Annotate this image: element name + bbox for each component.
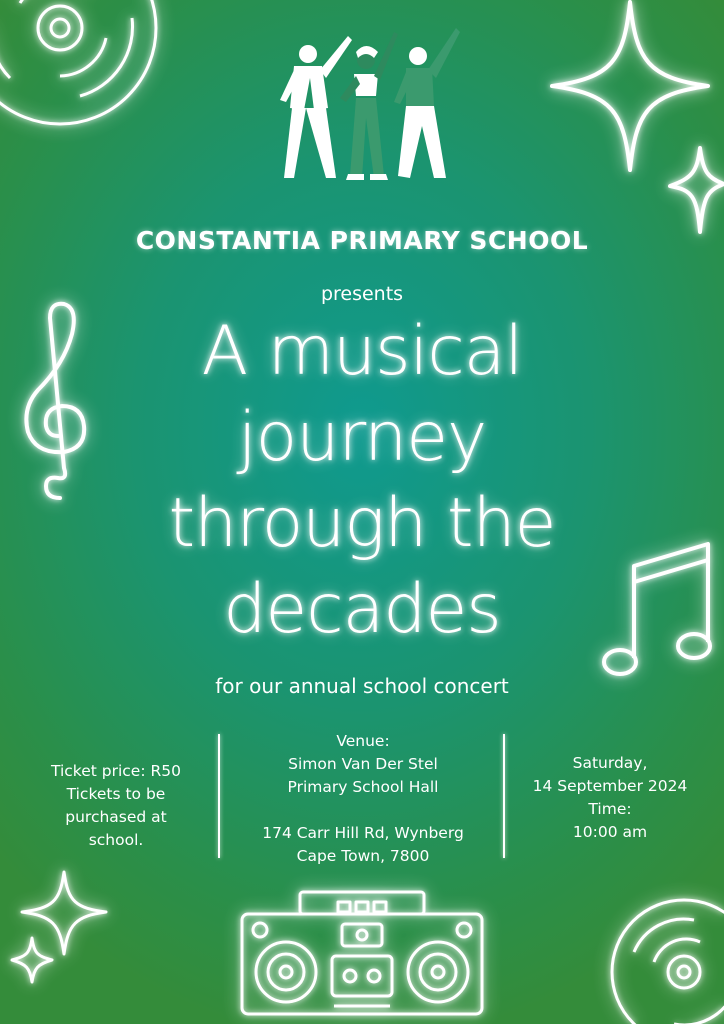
headline-line-4: decades [223, 570, 501, 649]
venue-address-line-1: 174 Carr Hill Rd, Wynberg [262, 824, 464, 842]
ticket-note-line-1: Tickets to be [66, 785, 166, 803]
sparkle-star-icon [548, 0, 724, 240]
boombox-icon [238, 888, 486, 1018]
event-day: Saturday, [572, 754, 648, 772]
venue-heading: Venue: [336, 732, 390, 750]
ticket-info [30, 760, 202, 852]
event-date: 14 September 2024 [532, 777, 688, 795]
headline-line-2: journey [237, 398, 487, 477]
school-name: CONSTANTIA PRIMARY SCHOOL [135, 226, 589, 255]
vinyl-record-icon [0, 0, 180, 150]
venue-name-line-1: Simon Van Der Stel [288, 755, 438, 773]
sparkle-star-icon [8, 868, 116, 988]
divider-right [503, 734, 505, 858]
venue-name-line-2: Primary School Hall [287, 778, 439, 796]
ticket-note-line-2: purchased at [65, 808, 167, 826]
venue-info [232, 730, 494, 868]
venue-address-line-2: Cape Town, 7800 [296, 847, 430, 865]
headline-line-1: A musical [201, 312, 523, 391]
ticket-note-line-3: school. [88, 831, 144, 849]
divider-left [218, 734, 220, 858]
vinyl-record-icon [604, 892, 724, 1024]
date-time-info [516, 752, 704, 844]
event-time: 10:00 am [572, 823, 648, 841]
ticket-price: Ticket price: R50 [50, 762, 181, 780]
dancers-illustration [270, 18, 470, 188]
concert-subtitle: for our annual school concert [215, 674, 509, 698]
presents-label: presents [320, 283, 404, 305]
time-label: Time: [588, 800, 632, 818]
headline-line-3: through the [168, 484, 556, 563]
